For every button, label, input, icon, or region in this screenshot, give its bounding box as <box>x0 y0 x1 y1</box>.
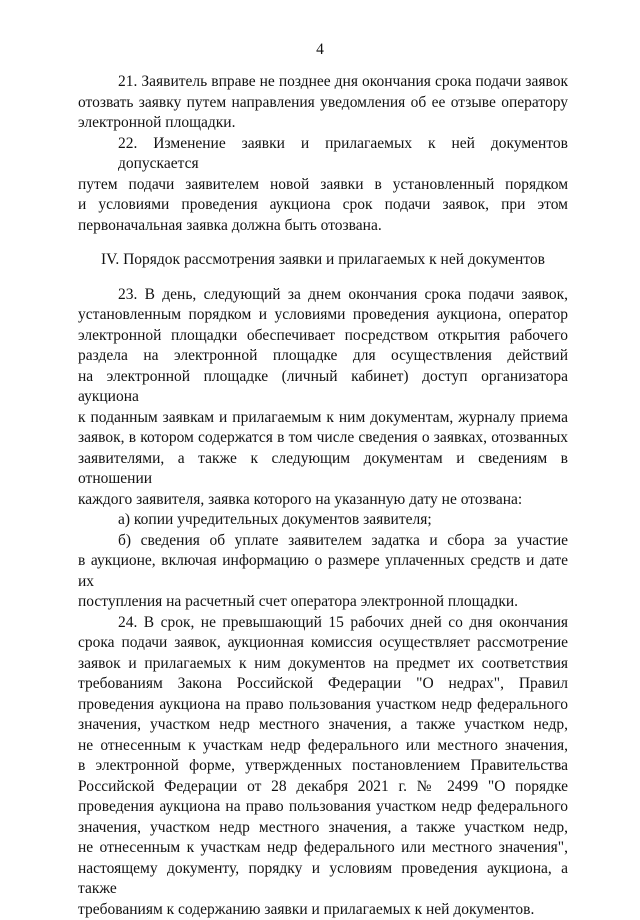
text-line: требованиям к содержанию заявки и прилагаемых к ней документов. <box>78 900 568 920</box>
text-line: требованиям Закона Российской Федерации "О недрах", Правил <box>78 674 568 695</box>
text-line: б) сведения об уплате заявителем задатка и сбора за участие <box>78 531 568 552</box>
page-number: 4 <box>0 40 640 60</box>
text-line: значения, участком недр местного значения, а также участком недр, <box>78 818 568 839</box>
document-body <box>78 72 568 920</box>
text-line: отозвать заявку путем направления уведомления об ее отзыве оператору <box>78 93 568 114</box>
paragraph-24 <box>78 613 568 920</box>
text-line: путем подачи заявителем новой заявки в установленный порядком <box>78 175 568 196</box>
text-line: проведения аукциона на право пользования участком недр федерального <box>78 695 568 716</box>
text-line: срока подачи заявок, аукционная комиссия осуществляет рассмотрение <box>78 633 568 654</box>
text-line: раздела на электронной площадке для осуществления действий <box>78 346 568 367</box>
text-line: к поданным заявкам и прилагаемым к ним документам, журналу приема <box>78 408 568 429</box>
text-line: и условиями проведения аукциона срок подачи заявок, при этом <box>78 195 568 216</box>
text-line: проведения аукциона на право пользования участком недр федерального <box>78 797 568 818</box>
text-line: 22. Изменение заявки и прилагаемых к ней документов допускается <box>78 134 568 175</box>
text-line: поступления на расчетный счет оператора электронной площадки. <box>78 592 568 613</box>
section-heading: IV. Порядок рассмотрения заявки и прилагаемых к ней документов <box>78 250 568 271</box>
text-line: настоящему документу, порядку и условиям проведения аукциона, а также <box>78 859 568 900</box>
paragraph-21 <box>78 72 568 134</box>
text-line: 23. В день, следующий за днем окончания срока подачи заявок, <box>78 285 568 306</box>
text-line: каждого заявителя, заявка которого на указанную дату не отозвана: <box>78 490 568 511</box>
text-line: электронной площадки обеспечивает посредством открытия рабочего <box>78 326 568 347</box>
text-line: 21. Заявитель вправе не позднее дня окончания срока подачи заявок <box>78 72 568 93</box>
text-line: заявок и прилагаемых к ним документов на предмет их соответствия <box>78 654 568 675</box>
text-line: не отнесенным к участкам недр федерального или местного значения", <box>78 838 568 859</box>
text-line: в электронной форме, утвержденных постановлением Правительства <box>78 756 568 777</box>
paragraph-22 <box>78 134 568 237</box>
text-line: Российской Федерации от 28 декабря 2021 г. № 2499 "О порядке <box>78 777 568 798</box>
text-line: в аукционе, включая информацию о размере уплаченных средств и дате их <box>78 551 568 592</box>
text-line: 24. В срок, не превышающий 15 рабочих дней со дня окончания <box>78 613 568 634</box>
text-line: электронной площадки. <box>78 113 568 134</box>
text-line: первоначальная заявка должна быть отозвана. <box>78 216 568 237</box>
text-line: не отнесенным к участкам недр федерального или местного значения, <box>78 736 568 757</box>
text-line: на электронной площадке (личный кабинет) доступ организатора аукциона <box>78 367 568 408</box>
paragraph-23 <box>78 285 568 511</box>
paragraph-23-b <box>78 531 568 613</box>
text-line: заявок, в котором содержатся в том числе сведения о заявках, отозванных <box>78 428 568 449</box>
text-line: заявителями, а также к следующим документам и сведениям в отношении <box>78 449 568 490</box>
text-line: а) копии учредительных документов заявителя; <box>78 510 568 531</box>
paragraph-23-a <box>78 510 568 531</box>
text-line: значения, участком недр местного значения, а также участком недр, <box>78 715 568 736</box>
text-line: установленным порядком и условиями проведения аукциона, оператор <box>78 305 568 326</box>
